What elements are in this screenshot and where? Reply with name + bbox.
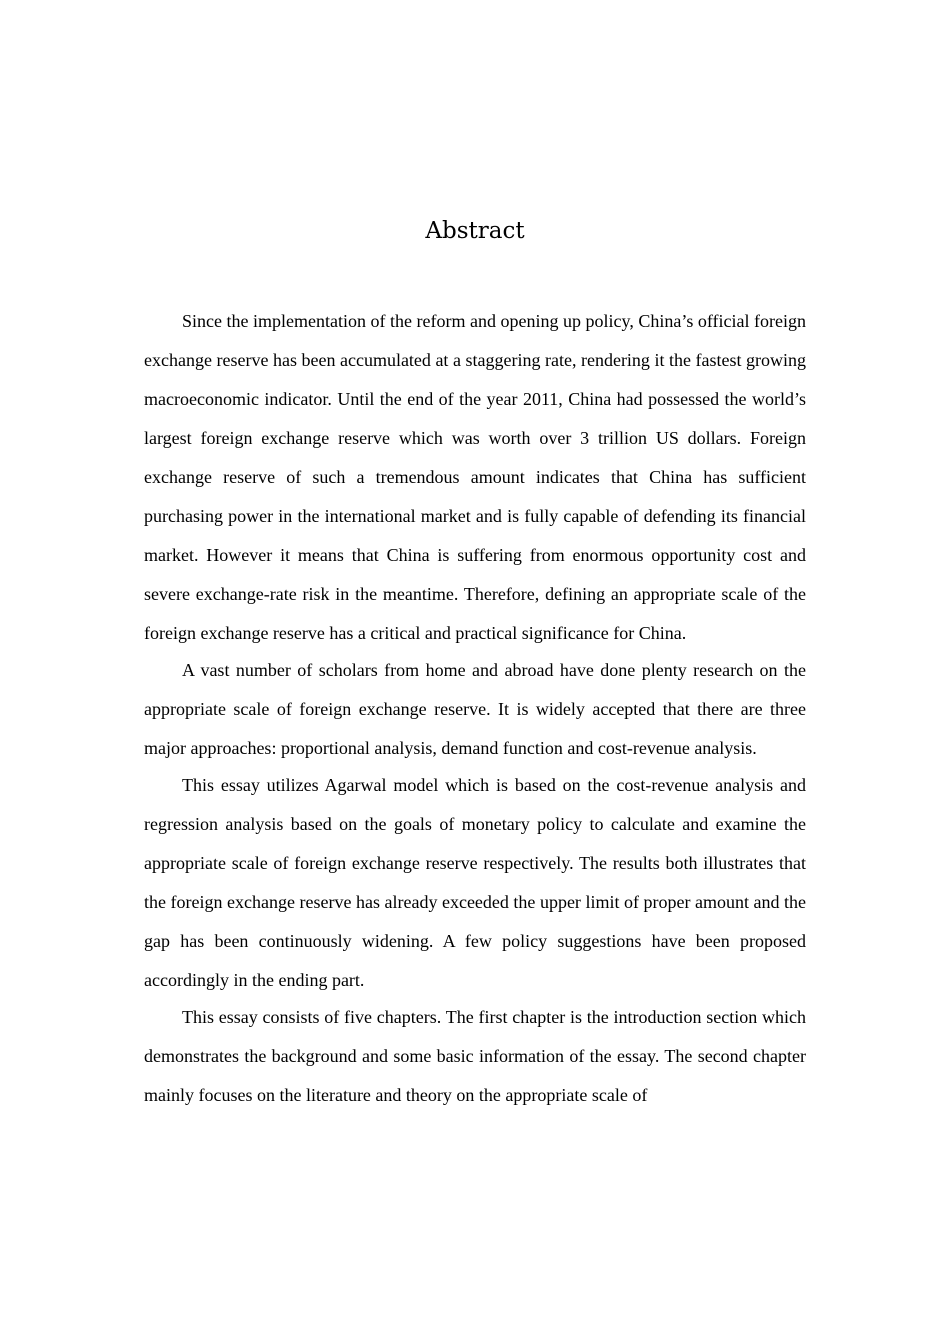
abstract-paragraph-3: This essay utilizes Agarwal model which is based on the cost-revenue analysis and regression analysis based on the goals of monetary policy to calculate and examine the appropriate scale of foreign exchange reserve respectively. The results both illustrates that the foreign exchange reserve has already exceeded the upper limit of proper amount and the gap has been continuously widening. A few policy suggestions have been proposed accordingly in the ending part. [144,775,806,990]
abstract-body [144,302,806,1113]
abstract-paragraph-1: Since the implementation of the reform and opening up policy, China’s official foreign exchange reserve has been accumulated at a staggering rate, rendering it the fastest growing macroeconomic indicator. Until the end of the year 2011, China had possessed the world’s largest foreign exchange reserve which was worth over 3 trillion US dollars. Foreign exchange reserve of such a tremendous amount indicates that China has sufficient purchasing power in the international market and is fully capable of defending its financial market. However it means that China is suffering from enormous opportunity cost and severe exchange-rate risk in the meantime. Therefore, defining an appropriate scale of the foreign exchange reserve has a critical and practical significance for China. [144,311,806,643]
abstract-paragraph-2: A vast number of scholars from home and abroad have done plenty research on the appropriate scale of foreign exchange reserve. It is widely accepted that there are three major approaches: proportional analysis, demand function and cost-revenue analysis. [144,660,806,758]
page-title: Abstract [425,218,525,244]
abstract-paragraph-4: This essay consists of five chapters. The first chapter is the introduction section which demonstrates the background and some basic information of the essay. The second chapter mainly focuses on the literature and theory on the appropriate scale of [144,1007,806,1105]
